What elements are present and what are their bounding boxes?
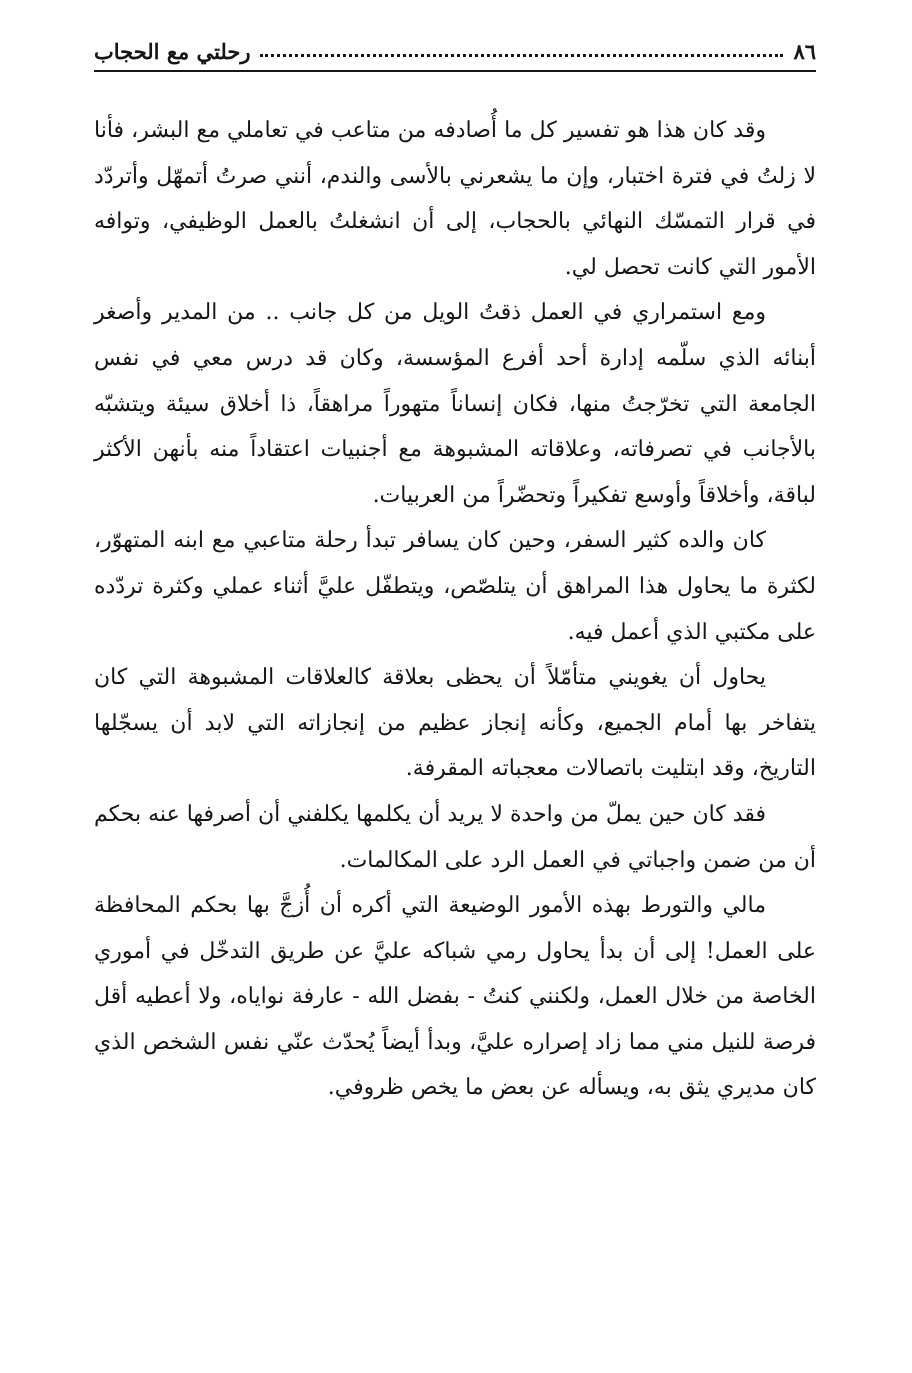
page-number: ٨٦ [793, 38, 816, 64]
paragraph: فقد كان حين يملّ من واحدة لا يريد أن يكلمها يكلفني أن أصرفها عنه بحكم أن من ضمن واجباتي في العمل الرد على المكالمات. [94, 801, 816, 873]
paragraph: وقد كان هذا هو تفسير كل ما أُصادفه من متاعب في تعاملي مع البشر، فأنا لا زلتُ في فترة اختبار، وإن ما يشعرني بالأسى والندم، أنني صرتُ أتمهّل وأتردّد في قرار التمسّك النهائي بالحجاب، إلى أن انشغلتُ بالعمل الوظيفي، وتوافه الأمور التي كانت تحصل لي. [94, 118, 816, 280]
body-text [94, 108, 816, 1111]
header-rule [94, 70, 816, 72]
paragraph: كان والده كثير السفر، وحين كان يسافر تبدأ رحلة متاعبي مع ابنه المتهوّر، لكثرة ما يحاول هذا المراهق أن يتلصّص، ويتطفّل عليَّ أثناء عملي وكثرة تردّده على مكتبي الذي أعمل فيه. [94, 528, 816, 645]
chapter-title: رحلتي مع الحجاب [94, 38, 251, 64]
dotted-leader [260, 54, 783, 57]
paragraph: ومع استمراري في العمل ذقتُ الويل من كل جانب .. من المدير وأصغر أبنائه الذي سلّمه إدارة أحد أفرع المؤسسة، وكان قد درس معي في نفس الجامعة التي تخرّجتُ منها، فكان إنساناً متهوراً مراهقاً، ذا أخلاق سيئة ويتشبّه بالأجانب في تصرفاته، وعلاقاته المشبوهة مع أجنبيات اعتقاداً منه بأنهن الأكثر لباقة، وأخلاقاً وأوسع تفكيراً وتحضّراً من العربيات. [94, 300, 816, 508]
paragraph: مالي والتورط بهذه الأمور الوضيعة التي أكره أن أُزجَّ بها بحكم المحافظة على العمل! إلى أن بدأ يحاول رمي شباكه عليَّ عن طريق التدخّل في أموري الخاصة من خلال العمل، ولكنني كنتُ - بفضل الله - عارفة نواياه، ولا أعطيه أقل فرصة للنيل مني مما زاد إصراره عليَّ، وبدأ أيضاً يُحدّث عنّي نفس الشخص الذي كان مديري يثق به، ويسأله عن بعض ما يخص ظروفي. [94, 893, 816, 1101]
paragraph: يحاول أن يغويني متأمّلاً أن يحظى بعلاقة كالعلاقات المشبوهة التي كان يتفاخر بها أمام الجميع، وكأنه إنجاز عظيم من إنجازاته التي لابد أن يسجّلها التاريخ، وقد ابتليت باتصالات معجباته المقرفة. [94, 665, 816, 782]
running-header [94, 36, 816, 66]
